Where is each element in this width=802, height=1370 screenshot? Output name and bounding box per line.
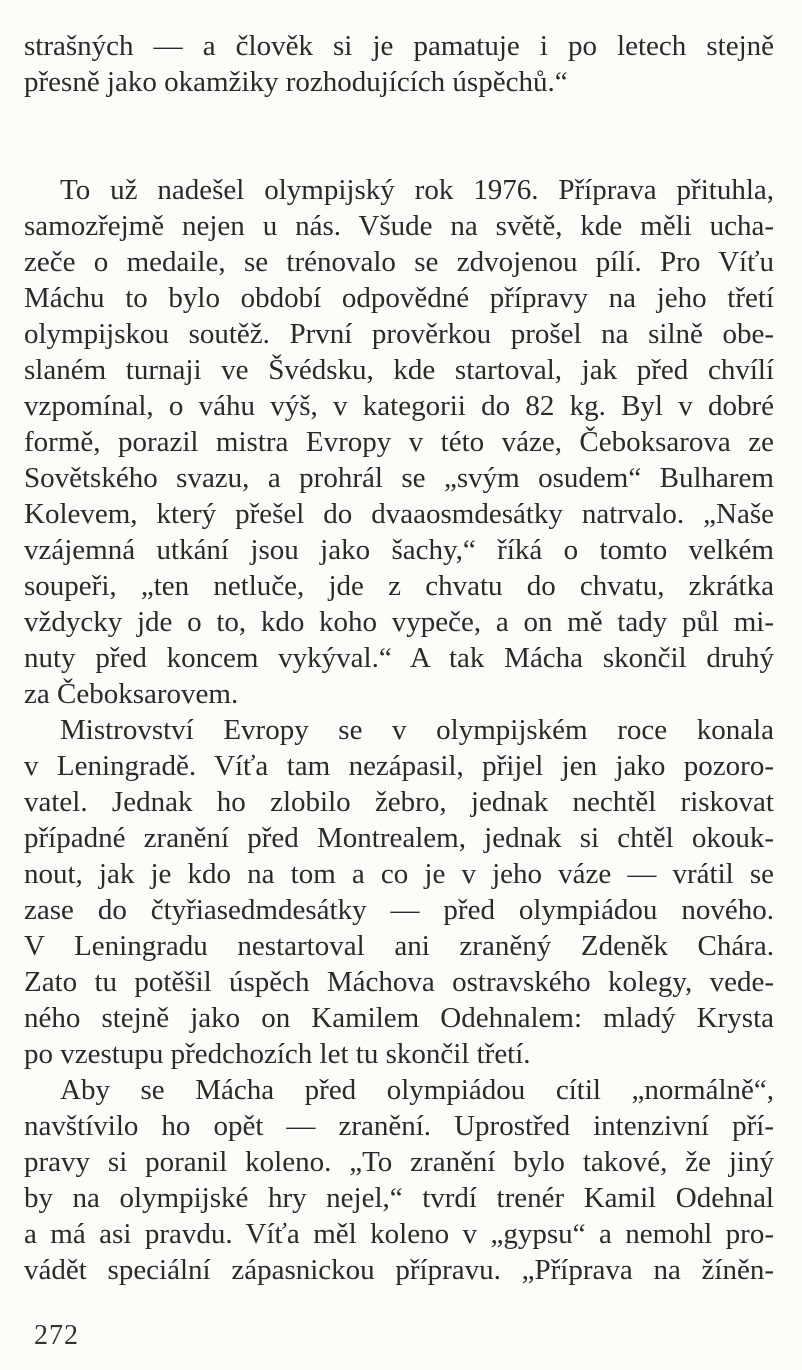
- text-line: Kolevem, který přešel do dvaaosmdesátky natrvalo. „Naše: [24, 498, 774, 530]
- text-line: vatel. Jednak ho zlobilo žebro, jednak nechtěl riskovat: [24, 786, 774, 818]
- text-line: navštívilo ho opět — zranění. Uprostřed intenzivní pří-: [24, 1110, 774, 1142]
- text-line: zase do čtyřiasedmdesátky — před olympiádou nového.: [24, 894, 774, 926]
- page-number: 272: [34, 1320, 79, 1351]
- book-page: [24, 0, 782, 1370]
- text-line: za Čeboksarovem.: [24, 678, 239, 710]
- text-line: olympijskou soutěž. První prověrkou prošel na silně obe-: [24, 318, 774, 350]
- text-line: soupeři, „ten netluče, jde z chvatu do chvatu, zkrátka: [24, 570, 774, 602]
- text-line: samozřejmě nejen u nás. Všude na světě, kde měli ucha-: [24, 210, 774, 242]
- text-line: ného stejně jako on Kamilem Odehnalem: mladý Krysta: [24, 1002, 774, 1034]
- text-line: Zato tu potěšil úspěch Máchova ostravského kolegy, vede-: [24, 966, 774, 998]
- text-line: případné zranění před Montrealem, jednak si chtěl okouk-: [24, 822, 774, 854]
- text-line: přesně jako okamžiky rozhodujících úspěchů.“: [24, 66, 568, 98]
- text-line: vzpomínal, o váhu výš, v kategorii do 82 kg. Byl v dobré: [24, 390, 774, 422]
- text-line: vzájemná utkání jsou jako šachy,“ říká o tomto velkém: [24, 534, 774, 566]
- text-line: Máchu to bylo období odpovědné přípravy na jeho třetí: [24, 282, 774, 314]
- text-line: vždycky jde o to, kdo koho vypeče, a on mě tady půl mi-: [24, 606, 774, 638]
- text-line: To už nadešel olympijský rok 1976. Příprava přituhla,: [60, 174, 774, 206]
- text-line: vádět speciální zápasnickou přípravu. „Příprava na žíněn-: [24, 1254, 774, 1286]
- text-line: Sovětského svazu, a prohrál se „svým osudem“ Bulharem: [24, 462, 774, 494]
- text-line: formě, porazil mistra Evropy v této váze, Čeboksarova ze: [24, 426, 774, 458]
- text-line: nout, jak je kdo na tom a co je v jeho váze — vrátil se: [24, 858, 774, 890]
- text-line: a má asi pravdu. Víťa měl koleno v „gypsu“ a nemohl pro-: [24, 1218, 774, 1250]
- text-line: pravy si poranil koleno. „To zranění bylo takové, že jiný: [24, 1146, 774, 1178]
- text-line: Mistrovství Evropy se v olympijském roce konala: [60, 714, 774, 746]
- text-line: slaném turnaji ve Švédsku, kde startoval, jak před chvílí: [24, 354, 774, 386]
- text-line: Aby se Mácha před olympiádou cítil „normálně“,: [60, 1074, 774, 1106]
- text-line: nuty před koncem vykýval.“ A tak Mácha skončil druhý: [24, 642, 774, 674]
- text-line: strašných — a člověk si je pamatuje i po letech stejně: [24, 30, 774, 62]
- text-line: by na olympijské hry nejel,“ tvrdí trenér Kamil Odehnal: [24, 1182, 774, 1214]
- text-line: V Leningradu nestartoval ani zraněný Zdeněk Chára.: [24, 930, 774, 962]
- text-line: v Leningradě. Víťa tam nezápasil, přijel jen jako pozoro-: [24, 750, 774, 782]
- text-line: zeče o medaile, se trénovalo se zdvojenou pílí. Pro Víťu: [24, 246, 774, 278]
- text-line: po vzestupu předchozích let tu skončil třetí.: [24, 1038, 531, 1070]
